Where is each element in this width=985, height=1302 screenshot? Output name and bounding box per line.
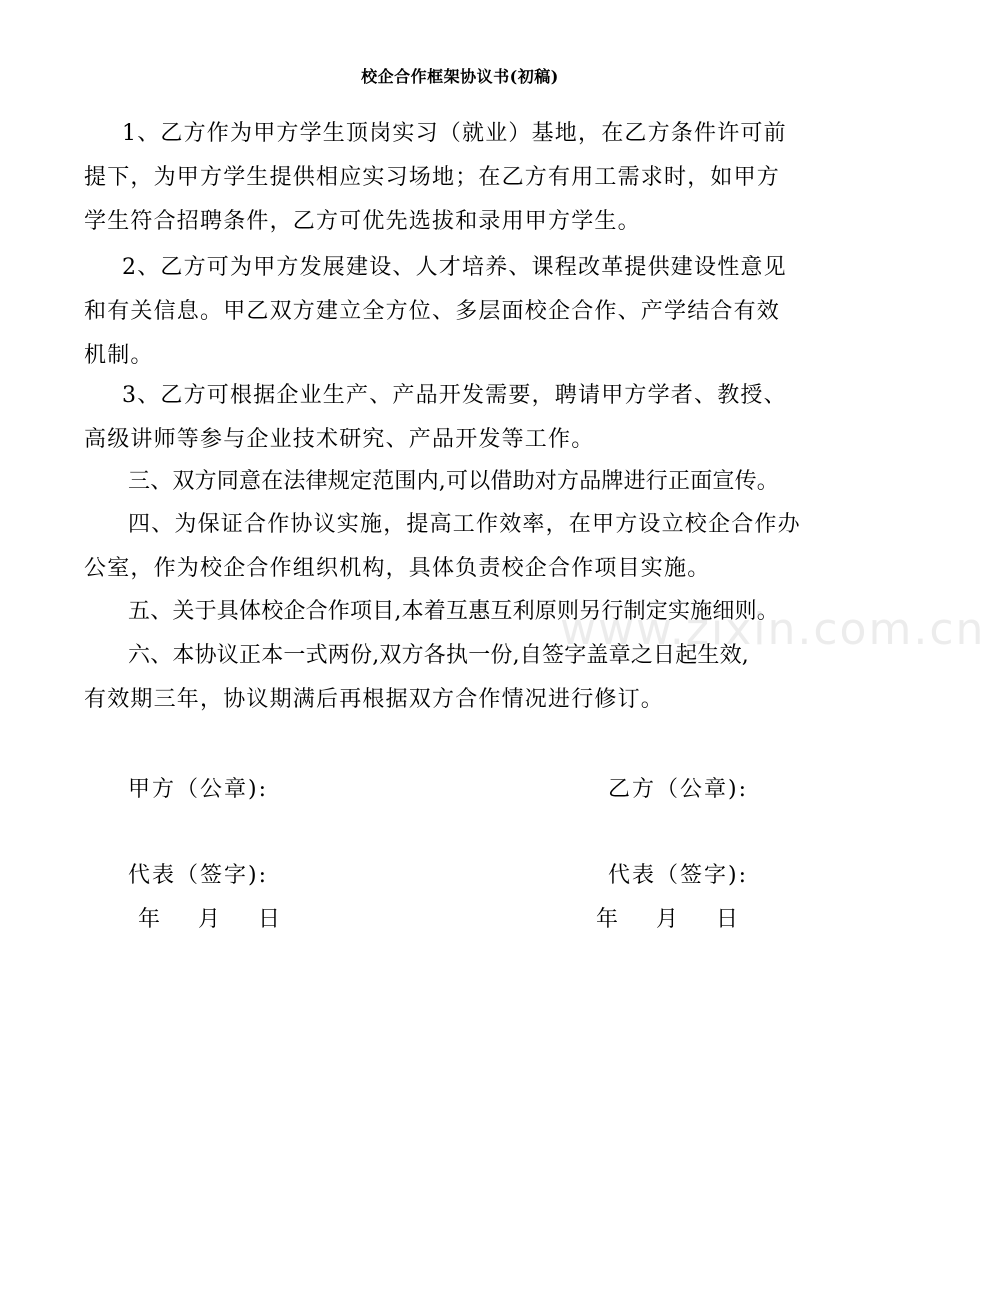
paragraph-line: 3、乙方可根据企业生产、产品开发需要，聘请甲方学者、教授、 (122, 383, 787, 408)
party-a-rep-label: 代表（签字): (128, 863, 268, 888)
paragraph-line: 四、为保证合作协议实施，提高工作效率，在甲方设立校企合作办 (128, 512, 801, 537)
paragraph-2 (84, 246, 836, 378)
paragraph-line: 公室，作为校企合作组织机构，具体负责校企合作项目实施。 (84, 556, 711, 581)
party-b-date: 年 月 日 (596, 907, 740, 932)
paragraph-line: 1、乙方作为甲方学生顶岗实习（就业）基地，在乙方条件许可前 (122, 121, 787, 146)
paragraph-1 (84, 112, 836, 244)
paragraph-line: 学生符合招聘条件，乙方可优先选拔和录用甲方学生。 (84, 209, 641, 234)
paragraph-5 (84, 503, 836, 591)
paragraph-line: 五、关于具体校企合作项目,本着互惠互利原则另行制定实施细则。 (128, 599, 779, 624)
paragraph-line: 和有关信息。甲乙双方建立全方位、多层面校企合作、产学结合有效 (84, 299, 781, 324)
party-a-date: 年 月 日 (138, 907, 282, 932)
paragraph-line: 有效期三年，协议期满后再根据双方合作情况进行修订。 (84, 687, 665, 712)
party-b-rep-label: 代表（签字): (608, 863, 748, 888)
paragraph-line: 高级讲师等参与企业技术研究、产品开发等工作。 (84, 427, 595, 452)
paragraph-line: 三、双方同意在法律规定范围内,可以借助对方品牌进行正面宣传。 (128, 469, 779, 494)
paragraph-line: 提下，为甲方学生提供相应实习场地；在乙方有用工需求时，如甲方 (84, 165, 781, 190)
paragraph-line: 2、乙方可为甲方发展建设、人才培养、课程改革提供建设性意见 (122, 255, 787, 280)
party-b-seal-label: 乙方（公章): (608, 777, 748, 802)
paragraph-4 (84, 460, 836, 504)
document-title: 校企合作框架协议书(初稿) (361, 67, 559, 86)
paragraph-line: 机制。 (84, 343, 154, 368)
party-a-seal-label: 甲方（公章): (128, 777, 268, 802)
paragraph-3 (84, 374, 836, 462)
watermark: www.zixin.com.cn (560, 604, 985, 655)
paragraph-line: 六、本协议正本一式两份,双方各执一份,自签字盖章之日起生效, (128, 643, 749, 668)
